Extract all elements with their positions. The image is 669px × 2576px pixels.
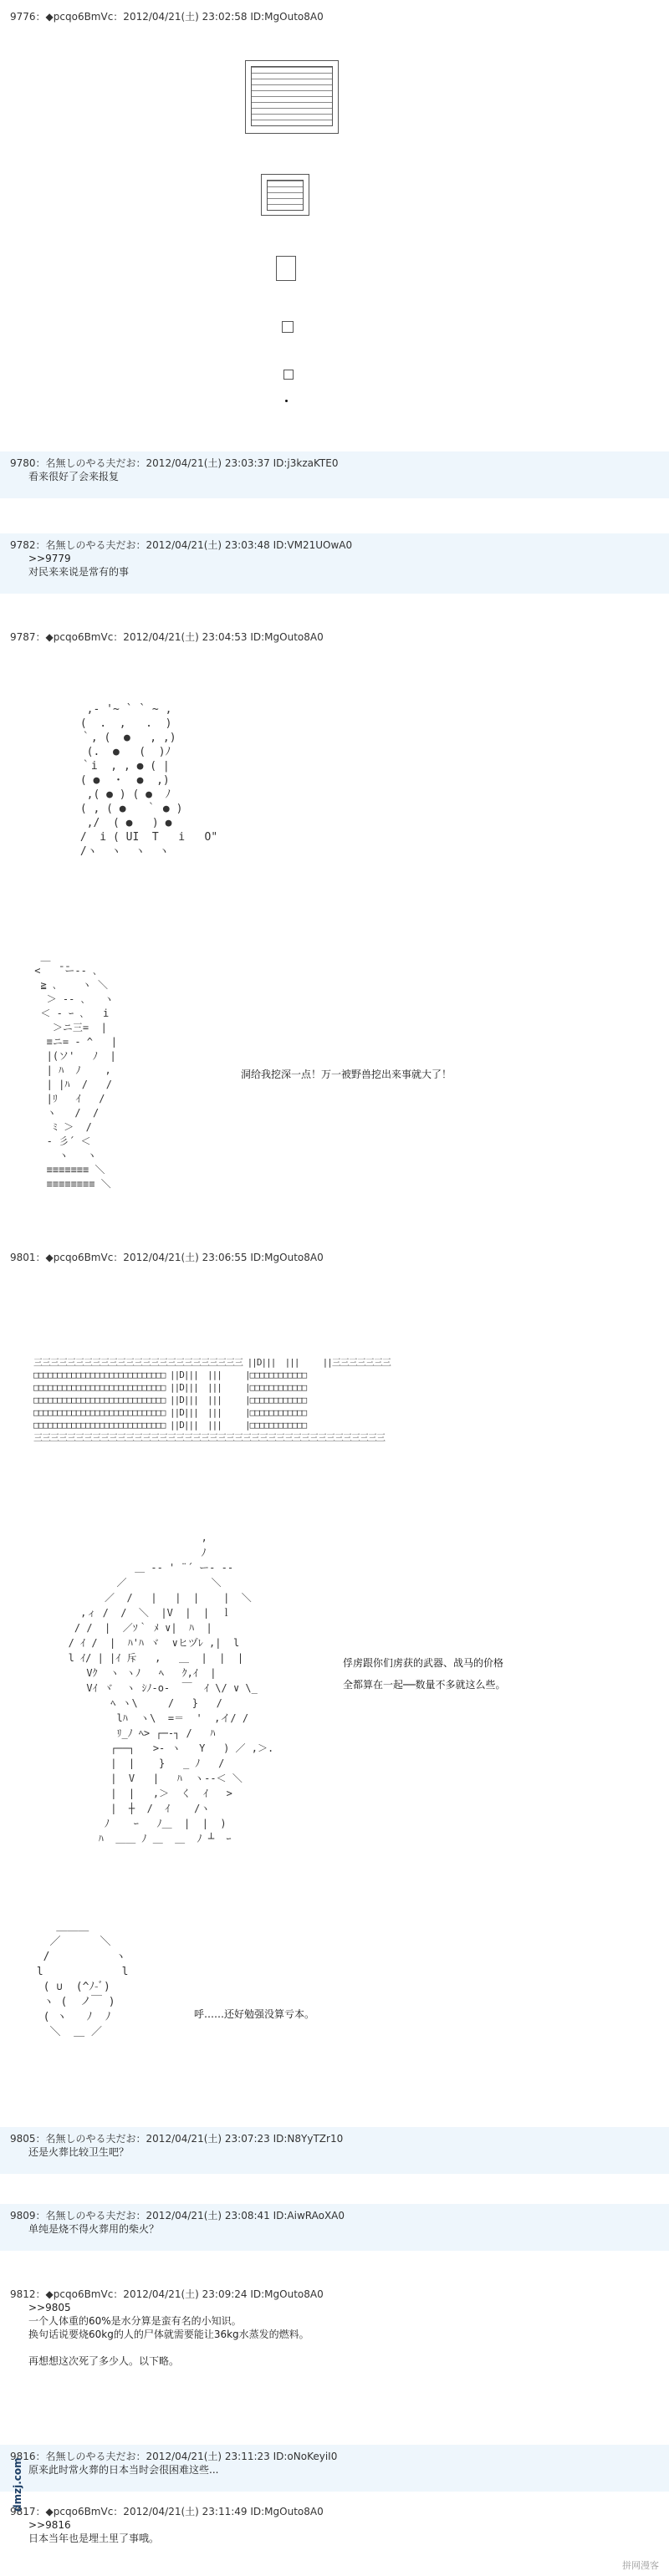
zoom-box-medium	[261, 174, 309, 216]
post-header: 9817：◆pcqo6BmVc：2012/04/21(土) 23:11:49 ID:MgOuto8A0	[10, 2506, 324, 2517]
ascii-art-crowd: 三三三三三三三三三三三三三三三三三三三三三三三三三 ||D||| ||| ||三三三三三三三 □□□□□□□□□□□□□□□□□□□□□□□□□□□□ ||D||| ||| |□□□□□□□□□□□□ □□□□□□□□□□□□□□□□□□□□□□□□□□□□ ||D||| ||| |□□□□□□□□□□□□ □□□□□□□□□□□□□□□□□□□□□□□□□□□□ ||D||| ||| |□□□□□□□□□□□□ □□□□□□□□□□□□□□□□□□□□□□□□□□□□ ||D||| ||| |□□□□□□□□□□□□ □□□□□□□□□□□□□□□□□□□□□□□□□□□□ ||D||| ||| |□□□□□□□□□□□□ 三三三三三三三三三三三三三三三三三三三三三三三三三三三三三三三三三三三三三三三三三三	[33, 1357, 391, 1443]
post-body: 还是火葬比较卫生吧？	[28, 2146, 130, 2158]
ascii-art-samurai: , ﾉ ＿ -‐ ' ¨´ ー‐ ‐- ／ ＼ ／ / | | | | ＼ ,ィ / / ＼ |V | | ｌ / / | ／ｿ｀ ﾒ ∨| ﾊ | / ｲ / | ﾊ'ﾊ ヾ ∨ヒヅﾚ ,| l l ｲ/ | |ｲ 斥 , ＿ | | | Vｸ ヽ ヽﾉ ﾍ ｸ,ｲ | Vｲ ヾ ヽ ｼﾉ-o- ￣ ｲ \/ ∨ \_ ﾍ ヽ\ / } / lﾊ ヽ\ =＝ ' ,イ/ / ﾘ_ﾉ ﾍ> ┌─‐┐ / ﾊ ┌──┐ >- ヽ Y ) ／ ,＞. | | } _ ﾉ / | V | ﾊ ヽ-‐＜ ＼ | | ,＞ く ｲ > | ┼ / ｲ /ヽ ﾉ ｰ ﾉ＿ | | ) ﾊ ＿＿ ﾉ ＿ ＿ ﾉ ┴ ｰ	[68, 1532, 274, 1844]
post-9817	[0, 2500, 669, 2550]
post-body: >>9816 日本当年也是埋土里了事哦。	[28, 2519, 160, 2544]
dialog-line-2: 俘虏跟你们虏获的武器、战马的价格 全都算在一起──数量不多就这么些。	[343, 1657, 506, 1691]
post-9805	[0, 2127, 669, 2174]
post-9812	[0, 2283, 669, 2373]
post-9776	[0, 5, 669, 28]
zoom-dot	[285, 400, 288, 402]
post-body: >>9779 对民来来说是常有的事	[28, 553, 130, 578]
post-9801	[0, 1246, 669, 1269]
watermark-logo	[7, 2425, 45, 2517]
post-9780	[0, 451, 669, 498]
zoom-box-small	[276, 256, 296, 281]
post-body: 原来此时常火葬的日本当时会很困难这些...	[28, 2464, 219, 2476]
post-header: 9812：◆pcqo6BmVc：2012/04/21(土) 23:09:24 ID:MgOuto8A0	[10, 2288, 324, 2300]
post-header: 9776：◆pcqo6BmVc：2012/04/21(土) 23:02:58 ID:MgOuto8A0	[10, 11, 324, 23]
footer-watermark: 拼网漫客	[622, 2560, 659, 2571]
post-body: 单纯是烧不得火葬用的柴火？	[28, 2223, 160, 2235]
post-header: 9782：名無しのやる夫だお：2012/04/21(土) 23:03:48 ID:VM21UOwA0	[10, 539, 353, 551]
ascii-art-side-face: ＿ < ̄ ̄ー-- ､ ≧ ､ ヽ ＼ ＞ ‐- ､ ヽ ＜ ‐ ｰ ､ i ＞ニ三= | ≡ニ= ‐ ^ | |(ソ' ﾉ | | ﾊ ﾉ , | |ﾊ / / |ﾘ ｲ / ヽ / / ﾐ ＞ / ‐ 彡´ ＜ ヽ ヽ ≡≡≡≡≡≡≡ ＼ ≡≡≡≡≡≡≡≡ ＼	[34, 951, 117, 1190]
post-body: >>9805 一个人体重的60%是水分算是蛮有名的小知识。 换句话说要烧60kg的人的尸体就需要能让36kg水蒸发的燃料。 再想想这次死了多少人。以下略。	[28, 2302, 309, 2367]
post-9782	[0, 533, 669, 594]
post-header: 9801：◆pcqo6BmVc：2012/04/21(土) 23:06:55 ID:MgOuto8A0	[10, 1252, 324, 1263]
zoom-box-tinier	[283, 370, 294, 380]
ascii-art-blob: ＿＿＿ ／ ＼ / ヽ l l ( ∪ (^ﾉ-ﾞ) ヽ ( ノ￣ ) ( ヽ ﾉ ﾉ ＼ ＿ ／	[36, 1921, 129, 2038]
post-9787	[0, 625, 669, 649]
post-9816	[0, 2445, 669, 2492]
post-header: 9816：名無しのやる夫だお：2012/04/21(土) 23:11:23 ID:oNoKeyiI0	[10, 2451, 338, 2462]
post-header: 9787：◆pcqo6BmVc：2012/04/21(土) 23:04:53 ID:MgOuto8A0	[10, 631, 324, 643]
dialog-line-1: 洞给我挖深一点！万一被野兽挖出来事就大了！	[241, 1069, 452, 1080]
dialog-line-3: 呼……还好勉强没算亏本。	[194, 2008, 315, 2020]
zoom-box-large	[245, 60, 339, 134]
zoom-box-tiny	[282, 321, 294, 333]
post-9809	[0, 2204, 669, 2251]
post-header: 9805：名無しのやる夫だお：2012/04/21(土) 23:07:23 ID:N8YyTZr10	[10, 2133, 344, 2145]
ascii-art-grave: ,- '~ ` ` ~ , ( . , . ) ｀, ( ● , ,) (. ● ( )ﾉ ｀i , , ● ( | ( ● ・ ● ,) ,( ● ) ( ● ﾉ ( , ( ● ｀ ● ) ,/ ( ● ) ● / i ( UI T i O" /ヽ ヽ ヽ ヽ	[79, 703, 218, 858]
watermark-text: dmzj.com	[12, 2457, 23, 2512]
post-header: 9809：名無しのやる夫だお：2012/04/21(土) 23:08:41 ID:AiwRAoXA0	[10, 2210, 345, 2221]
post-body: 看来很好了会来报复	[28, 471, 120, 482]
post-header: 9780：名無しのやる夫だお：2012/04/21(土) 23:03:37 ID:j3kzaKTE0	[10, 457, 339, 469]
